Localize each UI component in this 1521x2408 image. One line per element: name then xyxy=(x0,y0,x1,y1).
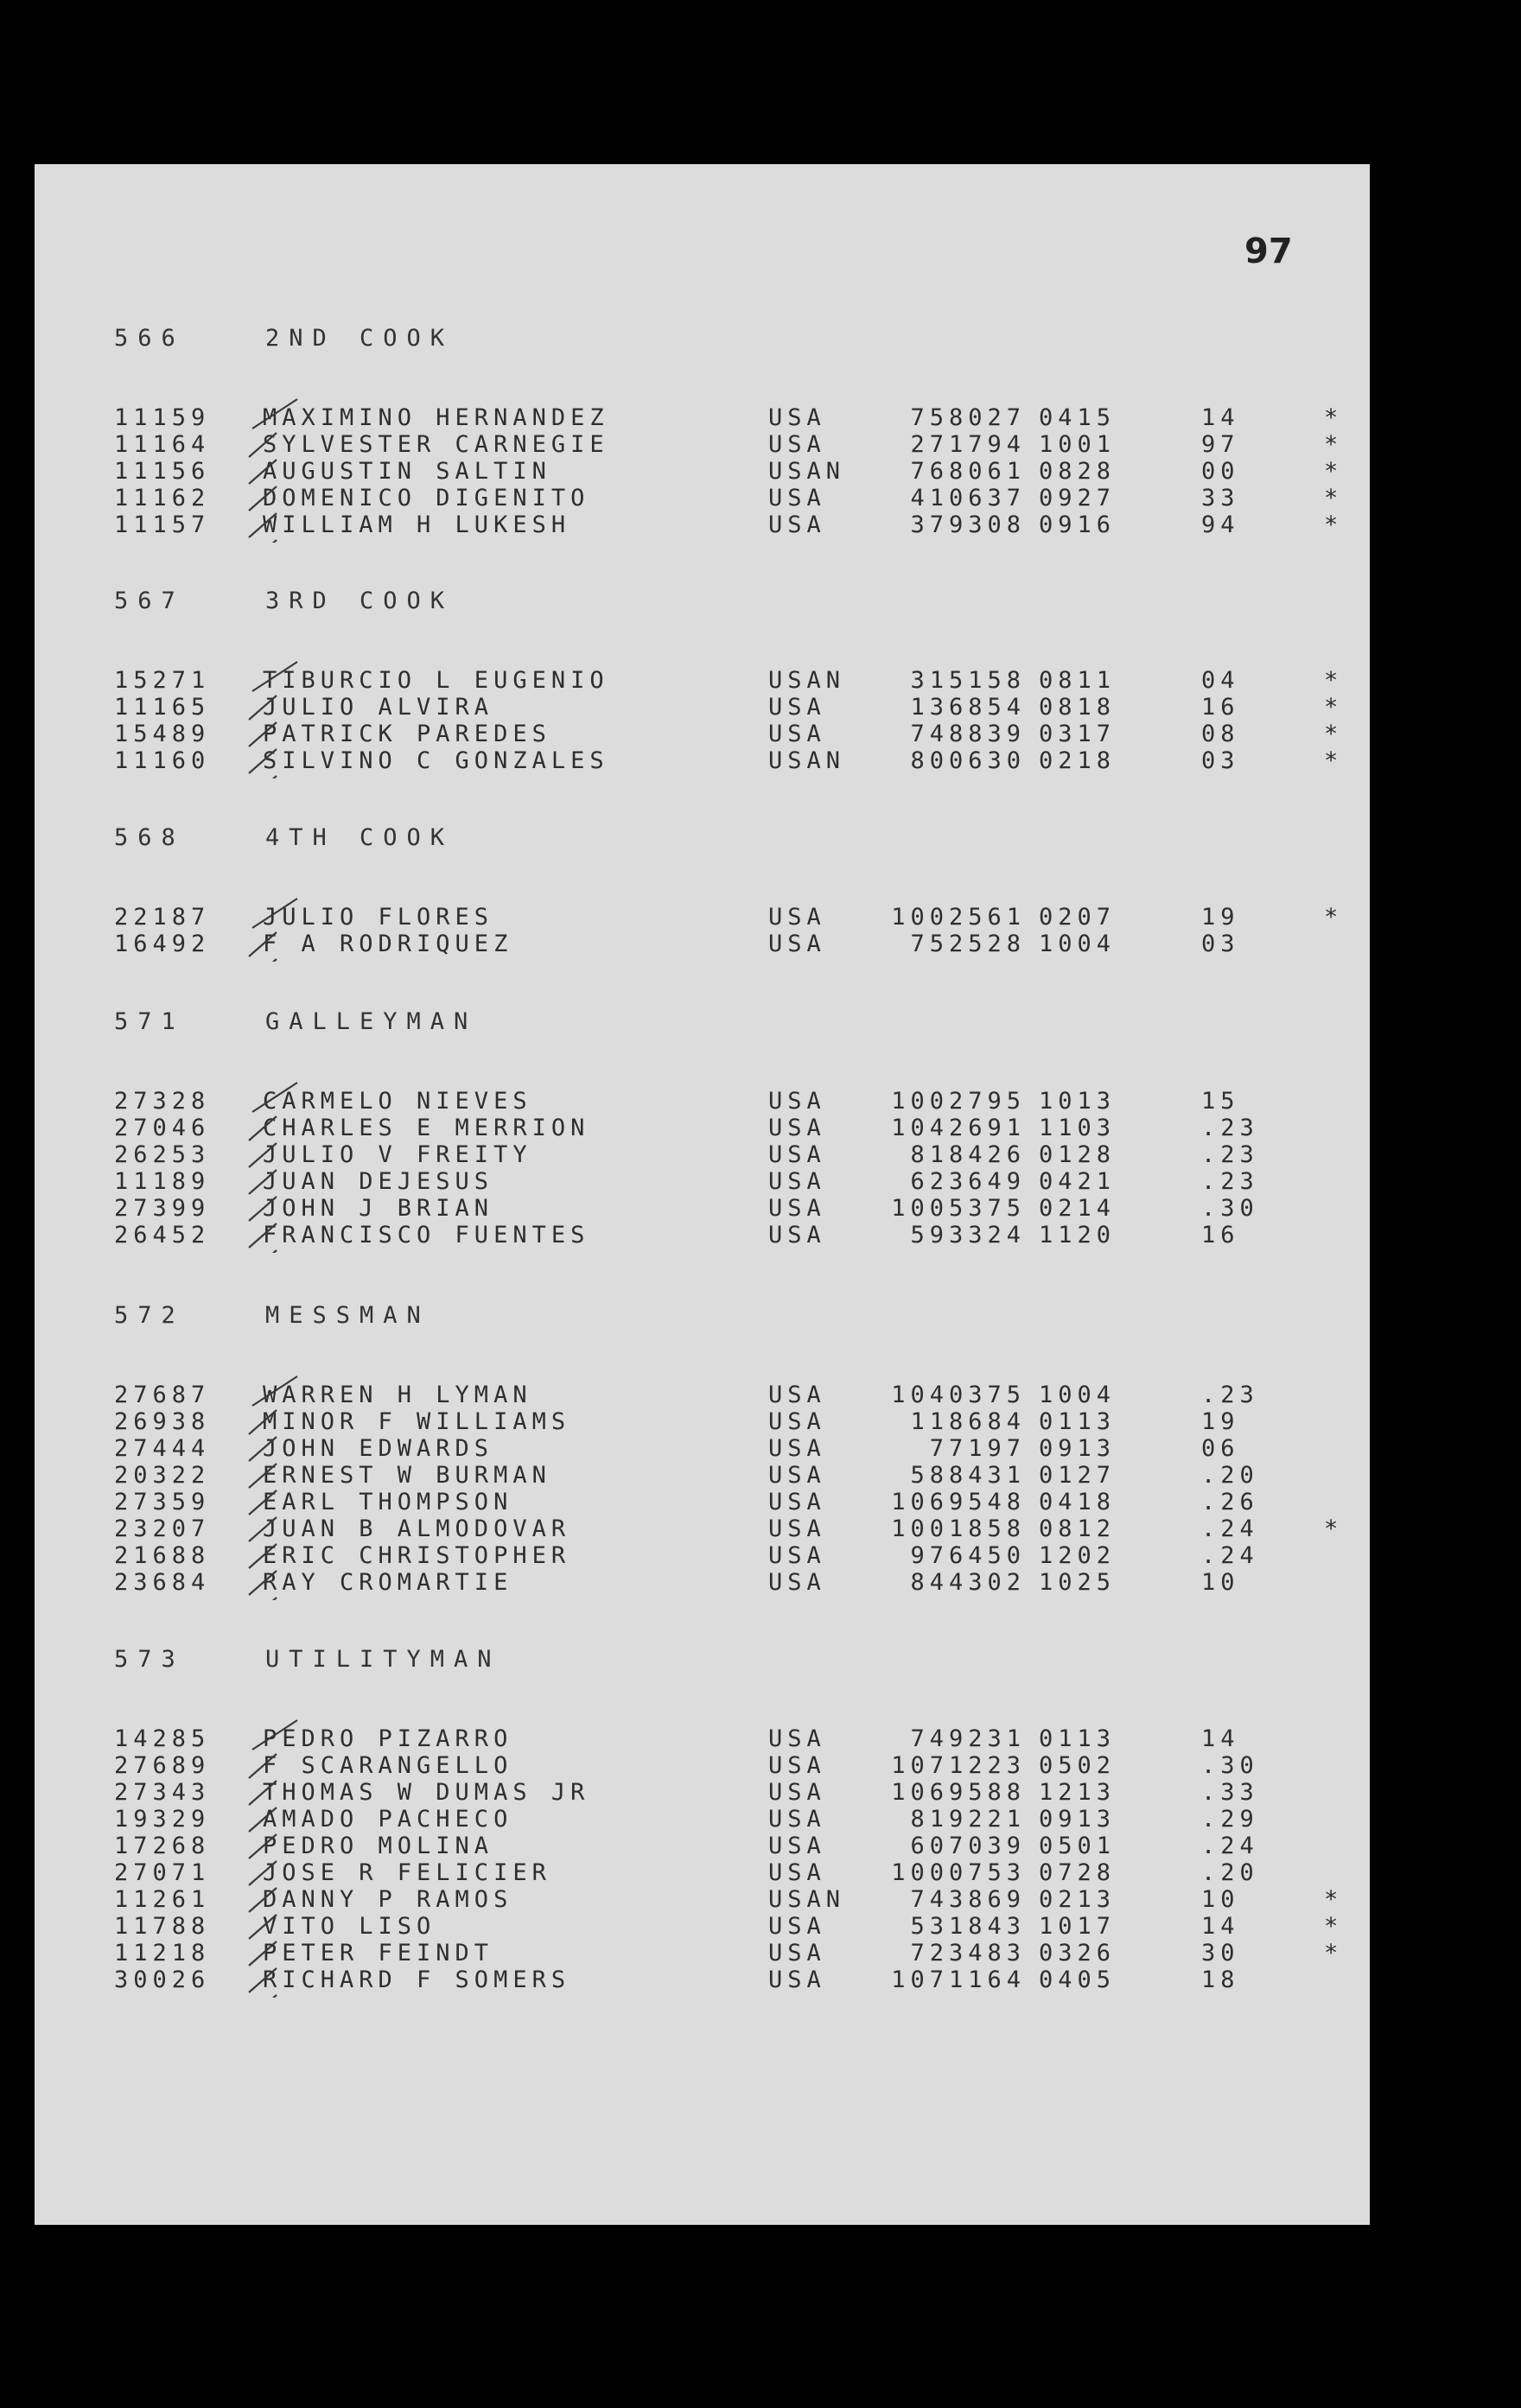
row-mark: * xyxy=(1324,1886,1344,1913)
row-name: PEDRO PIZARRO xyxy=(263,1725,513,1752)
row-name: VITO LISO xyxy=(263,1913,436,1940)
row-id: 11159 xyxy=(114,404,211,431)
table-row xyxy=(114,1752,1370,1779)
row-number: 593324 xyxy=(910,1222,1026,1248)
row-name: EARL THOMPSON xyxy=(263,1489,513,1515)
row-number: 819221 xyxy=(910,1806,1026,1833)
row-number: 1069588 xyxy=(891,1779,1026,1806)
row-id: 20322 xyxy=(114,1462,211,1489)
row-number: 1071164 xyxy=(891,1966,1026,1993)
table-row xyxy=(114,1195,1370,1222)
row-id: 15489 xyxy=(114,721,211,747)
row-name: PEDRO MOLINA xyxy=(263,1833,494,1859)
row-country: USA xyxy=(768,1435,826,1462)
row-name: JULIO ALVIRA xyxy=(263,694,494,721)
section-573 xyxy=(114,1646,1370,1993)
row-rate: 06 xyxy=(1201,1435,1240,1462)
row-country: USA xyxy=(768,1859,826,1886)
table-row xyxy=(114,458,1370,485)
row-mark: * xyxy=(1324,485,1344,511)
section-rows xyxy=(114,1088,1370,1248)
row-number: 723483 xyxy=(910,1940,1026,1966)
row-id: 26938 xyxy=(114,1408,211,1435)
table-row xyxy=(114,1408,1370,1435)
table-row xyxy=(114,404,1370,431)
table-row xyxy=(114,1833,1370,1859)
section-title: UTILITYMAN xyxy=(265,1646,501,1673)
row-rate: 18 xyxy=(1201,1966,1240,1993)
table-row xyxy=(114,1779,1370,1806)
row-name: CARMELO NIEVES xyxy=(263,1088,532,1115)
row-name: JULIO V FREITY xyxy=(263,1141,532,1168)
row-number: 1002795 xyxy=(891,1088,1026,1115)
row-date: 0213 xyxy=(1039,1886,1117,1913)
row-country: USA xyxy=(768,1966,826,1993)
row-name: JOSE R FELICIER xyxy=(263,1859,551,1886)
row-rate: .24 xyxy=(1201,1833,1259,1859)
row-date: 0818 xyxy=(1039,694,1117,721)
row-rate: 00 xyxy=(1201,458,1240,485)
row-country: USA xyxy=(768,1515,826,1542)
row-name: ERIC CHRISTOPHER xyxy=(263,1542,571,1569)
row-date: 1213 xyxy=(1039,1779,1117,1806)
row-rate: 15 xyxy=(1201,1088,1240,1115)
row-rate: .20 xyxy=(1201,1859,1259,1886)
row-country: USA xyxy=(768,1195,826,1222)
row-id: 11218 xyxy=(114,1940,211,1966)
row-id: 14285 xyxy=(114,1725,211,1752)
row-name: AUGUSTIN SALTIN xyxy=(263,458,551,485)
row-rate: .23 xyxy=(1201,1168,1259,1195)
row-country: USA xyxy=(768,1222,826,1248)
table-row xyxy=(114,1886,1370,1913)
table-row xyxy=(114,1489,1370,1515)
check-stroke xyxy=(249,1250,277,1253)
row-number: 1002561 xyxy=(891,904,1026,931)
row-rate: 04 xyxy=(1201,667,1240,694)
row-country: USAN xyxy=(768,1886,846,1913)
table-row xyxy=(114,1940,1370,1966)
row-name: MINOR F WILLIAMS xyxy=(263,1408,571,1435)
row-rate: .20 xyxy=(1201,1462,1259,1489)
table-row xyxy=(114,747,1370,774)
row-date: 0128 xyxy=(1039,1141,1117,1168)
row-country: USA xyxy=(768,1913,826,1940)
row-rate: 97 xyxy=(1201,431,1240,458)
row-name: SYLVESTER CARNEGIE xyxy=(263,431,609,458)
row-name: DANNY P RAMOS xyxy=(263,1886,513,1913)
row-country: USA xyxy=(768,1408,826,1435)
row-date: 0113 xyxy=(1039,1725,1117,1752)
row-number: 748839 xyxy=(910,721,1026,747)
row-date: 0728 xyxy=(1039,1859,1117,1886)
row-date: 1103 xyxy=(1039,1115,1117,1141)
section-header xyxy=(114,588,1370,622)
section-567 xyxy=(114,588,1370,774)
row-number: 1001858 xyxy=(891,1515,1026,1542)
row-id: 27328 xyxy=(114,1088,211,1115)
section-header xyxy=(114,824,1370,859)
row-id: 27359 xyxy=(114,1489,211,1515)
row-mark: * xyxy=(1324,694,1344,721)
row-id: 11160 xyxy=(114,747,211,774)
row-rate: .29 xyxy=(1201,1806,1259,1833)
row-country: USA xyxy=(768,1382,826,1408)
row-number: 531843 xyxy=(910,1913,1026,1940)
row-mark: * xyxy=(1324,904,1344,931)
row-mark: * xyxy=(1324,1940,1344,1966)
row-rate: .33 xyxy=(1201,1779,1259,1806)
row-name: RAY CROMARTIE xyxy=(263,1569,513,1596)
row-date: 0501 xyxy=(1039,1833,1117,1859)
row-number: 271794 xyxy=(910,431,1026,458)
row-id: 17268 xyxy=(114,1833,211,1859)
row-mark: * xyxy=(1324,431,1344,458)
table-row xyxy=(114,1569,1370,1596)
row-rate: 03 xyxy=(1201,931,1240,957)
table-row xyxy=(114,1859,1370,1886)
section-code: 571 xyxy=(114,1008,185,1035)
row-name: JULIO FLORES xyxy=(263,904,494,931)
row-id: 22187 xyxy=(114,904,211,931)
row-number: 1071223 xyxy=(891,1752,1026,1779)
table-row xyxy=(114,1542,1370,1569)
row-number: 379308 xyxy=(910,511,1026,538)
row-id: 11157 xyxy=(114,511,211,538)
row-country: USA xyxy=(768,1489,826,1515)
row-date: 0207 xyxy=(1039,904,1117,931)
row-id: 30026 xyxy=(114,1966,211,1993)
row-country: USA xyxy=(768,1569,826,1596)
row-id: 11164 xyxy=(114,431,211,458)
table-row xyxy=(114,694,1370,721)
row-date: 0913 xyxy=(1039,1806,1117,1833)
check-stroke xyxy=(249,776,277,778)
row-country: USA xyxy=(768,1806,826,1833)
row-number: 1069548 xyxy=(891,1489,1026,1515)
row-country: USA xyxy=(768,694,826,721)
row-date: 1202 xyxy=(1039,1542,1117,1569)
row-rate: .30 xyxy=(1201,1752,1259,1779)
table-row xyxy=(114,1966,1370,1993)
row-number: 410637 xyxy=(910,485,1026,511)
row-name: JUAN DEJESUS xyxy=(263,1168,494,1195)
row-date: 0812 xyxy=(1039,1515,1117,1542)
section-572 xyxy=(114,1302,1370,1596)
table-row xyxy=(114,1913,1370,1940)
page-number: 97 xyxy=(1244,232,1293,271)
table-row xyxy=(114,1382,1370,1408)
row-mark: * xyxy=(1324,458,1344,485)
table-row xyxy=(114,1725,1370,1752)
row-number: 844302 xyxy=(910,1569,1026,1596)
row-id: 23684 xyxy=(114,1569,211,1596)
row-rate: 16 xyxy=(1201,1222,1240,1248)
document-page xyxy=(35,164,1370,2225)
row-date: 0916 xyxy=(1039,511,1117,538)
row-rate: .23 xyxy=(1201,1382,1259,1408)
table-row xyxy=(114,931,1370,957)
check-stroke xyxy=(249,1598,277,1600)
row-date: 0415 xyxy=(1039,404,1117,431)
row-country: USA xyxy=(768,1542,826,1569)
check-stroke xyxy=(249,959,277,962)
row-rate: .24 xyxy=(1201,1542,1259,1569)
section-title: MESSMAN xyxy=(265,1302,430,1329)
section-header xyxy=(114,1008,1370,1043)
row-country: USA xyxy=(768,1462,826,1489)
section-header xyxy=(114,1646,1370,1681)
row-date: 0913 xyxy=(1039,1435,1117,1462)
section-code: 567 xyxy=(114,588,185,614)
row-id: 27444 xyxy=(114,1435,211,1462)
table-row xyxy=(114,667,1370,694)
row-name: WARREN H LYMAN xyxy=(263,1382,532,1408)
row-id: 27399 xyxy=(114,1195,211,1222)
row-rate: .23 xyxy=(1201,1141,1259,1168)
row-rate: 03 xyxy=(1201,747,1240,774)
section-title: 4TH COOK xyxy=(265,824,455,851)
check-stroke xyxy=(249,540,277,543)
row-date: 1025 xyxy=(1039,1569,1117,1596)
row-date: 1013 xyxy=(1039,1088,1117,1115)
row-number: 77197 xyxy=(929,1435,1026,1462)
row-date: 0418 xyxy=(1039,1489,1117,1515)
row-name: JOHN EDWARDS xyxy=(263,1435,494,1462)
row-name: TIBURCIO L EUGENIO xyxy=(263,667,609,694)
row-mark: * xyxy=(1324,404,1344,431)
row-date: 1004 xyxy=(1039,1382,1117,1408)
row-date: 1001 xyxy=(1039,431,1117,458)
row-rate: 30 xyxy=(1201,1940,1240,1966)
row-id: 11156 xyxy=(114,458,211,485)
row-number: 976450 xyxy=(910,1542,1026,1569)
row-rate: 14 xyxy=(1201,1913,1240,1940)
row-country: USA xyxy=(768,721,826,747)
row-rate: 14 xyxy=(1201,1725,1240,1752)
row-country: USAN xyxy=(768,747,846,774)
row-country: USA xyxy=(768,511,826,538)
row-date: 1017 xyxy=(1039,1913,1117,1940)
row-number: 800630 xyxy=(910,747,1026,774)
table-row xyxy=(114,721,1370,747)
row-number: 623649 xyxy=(910,1168,1026,1195)
section-title: 2ND COOK xyxy=(265,325,455,352)
section-header xyxy=(114,1302,1370,1337)
row-country: USAN xyxy=(768,458,846,485)
row-country: USAN xyxy=(768,667,846,694)
table-row xyxy=(114,1141,1370,1168)
row-id: 27046 xyxy=(114,1115,211,1141)
row-name: PATRICK PAREDES xyxy=(263,721,551,747)
section-566 xyxy=(114,325,1370,538)
row-date: 0214 xyxy=(1039,1195,1117,1222)
section-code: 573 xyxy=(114,1646,185,1673)
row-name: F SCARANGELLO xyxy=(263,1752,513,1779)
row-id: 11162 xyxy=(114,485,211,511)
table-row xyxy=(114,1806,1370,1833)
row-name: FRANCISCO FUENTES xyxy=(263,1222,590,1248)
row-date: 0127 xyxy=(1039,1462,1117,1489)
row-name: AMADO PACHECO xyxy=(263,1806,513,1833)
row-country: USA xyxy=(768,1725,826,1752)
row-name: THOMAS W DUMAS JR xyxy=(263,1779,590,1806)
row-country: USA xyxy=(768,1088,826,1115)
row-mark: * xyxy=(1324,1913,1344,1940)
table-row xyxy=(114,1222,1370,1248)
table-row xyxy=(114,485,1370,511)
row-country: USA xyxy=(768,431,826,458)
row-id: 16492 xyxy=(114,931,211,957)
row-date: 1004 xyxy=(1039,931,1117,957)
row-number: 118684 xyxy=(910,1408,1026,1435)
row-date: 0927 xyxy=(1039,485,1117,511)
row-country: USA xyxy=(768,1833,826,1859)
table-row xyxy=(114,1115,1370,1141)
section-title: GALLEYMAN xyxy=(265,1008,478,1035)
section-rows xyxy=(114,904,1370,957)
row-number: 588431 xyxy=(910,1462,1026,1489)
row-id: 26253 xyxy=(114,1141,211,1168)
table-row xyxy=(114,904,1370,931)
row-date: 0828 xyxy=(1039,458,1117,485)
row-name: CHARLES E MERRION xyxy=(263,1115,590,1141)
row-rate: 19 xyxy=(1201,904,1240,931)
section-rows xyxy=(114,1382,1370,1596)
row-number: 743869 xyxy=(910,1886,1026,1913)
check-stroke xyxy=(249,1995,277,1998)
row-country: USA xyxy=(768,931,826,957)
table-row xyxy=(114,431,1370,458)
section-header xyxy=(114,325,1370,359)
row-id: 11788 xyxy=(114,1913,211,1940)
table-row xyxy=(114,1435,1370,1462)
row-mark: * xyxy=(1324,1515,1344,1542)
row-number: 818426 xyxy=(910,1141,1026,1168)
row-id: 21688 xyxy=(114,1542,211,1569)
row-name: SILVINO C GONZALES xyxy=(263,747,609,774)
row-country: USA xyxy=(768,404,826,431)
row-date: 0421 xyxy=(1039,1168,1117,1195)
table-row xyxy=(114,1088,1370,1115)
row-id: 27343 xyxy=(114,1779,211,1806)
row-number: 1000753 xyxy=(891,1859,1026,1886)
row-name: JUAN B ALMODOVAR xyxy=(263,1515,571,1542)
row-id: 27071 xyxy=(114,1859,211,1886)
row-number: 768061 xyxy=(910,458,1026,485)
table-row xyxy=(114,1515,1370,1542)
row-name: PETER FEINDT xyxy=(263,1940,494,1966)
row-number: 749231 xyxy=(910,1725,1026,1752)
row-mark: * xyxy=(1324,667,1344,694)
row-mark: * xyxy=(1324,511,1344,538)
row-rate: 33 xyxy=(1201,485,1240,511)
section-code: 568 xyxy=(114,824,185,851)
row-date: 0811 xyxy=(1039,667,1117,694)
row-country: USA xyxy=(768,1115,826,1141)
row-date: 0502 xyxy=(1039,1752,1117,1779)
row-date: 0326 xyxy=(1039,1940,1117,1966)
row-name: F A RODRIQUEZ xyxy=(263,931,513,957)
row-id: 27687 xyxy=(114,1382,211,1408)
row-rate: 10 xyxy=(1201,1569,1240,1596)
row-rate: 94 xyxy=(1201,511,1240,538)
section-571 xyxy=(114,1008,1370,1248)
row-id: 11189 xyxy=(114,1168,211,1195)
row-rate: 14 xyxy=(1201,404,1240,431)
table-row xyxy=(114,1168,1370,1195)
row-name: ERNEST W BURMAN xyxy=(263,1462,551,1489)
row-id: 19329 xyxy=(114,1806,211,1833)
row-mark: * xyxy=(1324,721,1344,747)
row-number: 136854 xyxy=(910,694,1026,721)
row-country: USA xyxy=(768,1168,826,1195)
section-title: 3RD COOK xyxy=(265,588,455,614)
row-id: 15271 xyxy=(114,667,211,694)
row-country: USA xyxy=(768,904,826,931)
row-number: 758027 xyxy=(910,404,1026,431)
row-rate: .23 xyxy=(1201,1115,1259,1141)
row-number: 1040375 xyxy=(891,1382,1026,1408)
row-name: RICHARD F SOMERS xyxy=(263,1966,571,1993)
section-code: 566 xyxy=(114,325,185,352)
table-row xyxy=(114,1462,1370,1489)
row-date: 1120 xyxy=(1039,1222,1117,1248)
row-date: 0405 xyxy=(1039,1966,1117,1993)
row-date: 0218 xyxy=(1039,747,1117,774)
row-country: USA xyxy=(768,1940,826,1966)
row-number: 752528 xyxy=(910,931,1026,957)
row-date: 0317 xyxy=(1039,721,1117,747)
row-country: USA xyxy=(768,485,826,511)
row-number: 1005375 xyxy=(891,1195,1026,1222)
section-rows xyxy=(114,404,1370,538)
section-code: 572 xyxy=(114,1302,185,1329)
row-date: 0113 xyxy=(1039,1408,1117,1435)
row-mark: * xyxy=(1324,747,1344,774)
row-country: USA xyxy=(768,1752,826,1779)
row-country: USA xyxy=(768,1141,826,1168)
section-568 xyxy=(114,824,1370,957)
row-id: 26452 xyxy=(114,1222,211,1248)
row-rate: 16 xyxy=(1201,694,1240,721)
row-rate: .26 xyxy=(1201,1489,1259,1515)
row-rate: 08 xyxy=(1201,721,1240,747)
section-rows xyxy=(114,1725,1370,1993)
row-rate: 19 xyxy=(1201,1408,1240,1435)
row-name: WILLIAM H LUKESH xyxy=(263,511,571,538)
row-number: 1042691 xyxy=(891,1115,1026,1141)
section-rows xyxy=(114,667,1370,774)
row-rate: .30 xyxy=(1201,1195,1259,1222)
row-id: 23207 xyxy=(114,1515,211,1542)
row-number: 607039 xyxy=(910,1833,1026,1859)
row-id: 27689 xyxy=(114,1752,211,1779)
row-id: 11261 xyxy=(114,1886,211,1913)
row-name: DOMENICO DIGENITO xyxy=(263,485,590,511)
row-name: MAXIMINO HERNANDEZ xyxy=(263,404,609,431)
row-rate: 10 xyxy=(1201,1886,1240,1913)
row-number: 315158 xyxy=(910,667,1026,694)
row-rate: .24 xyxy=(1201,1515,1259,1542)
row-id: 11165 xyxy=(114,694,211,721)
row-name: JOHN J BRIAN xyxy=(263,1195,494,1222)
row-country: USA xyxy=(768,1779,826,1806)
table-row xyxy=(114,511,1370,538)
